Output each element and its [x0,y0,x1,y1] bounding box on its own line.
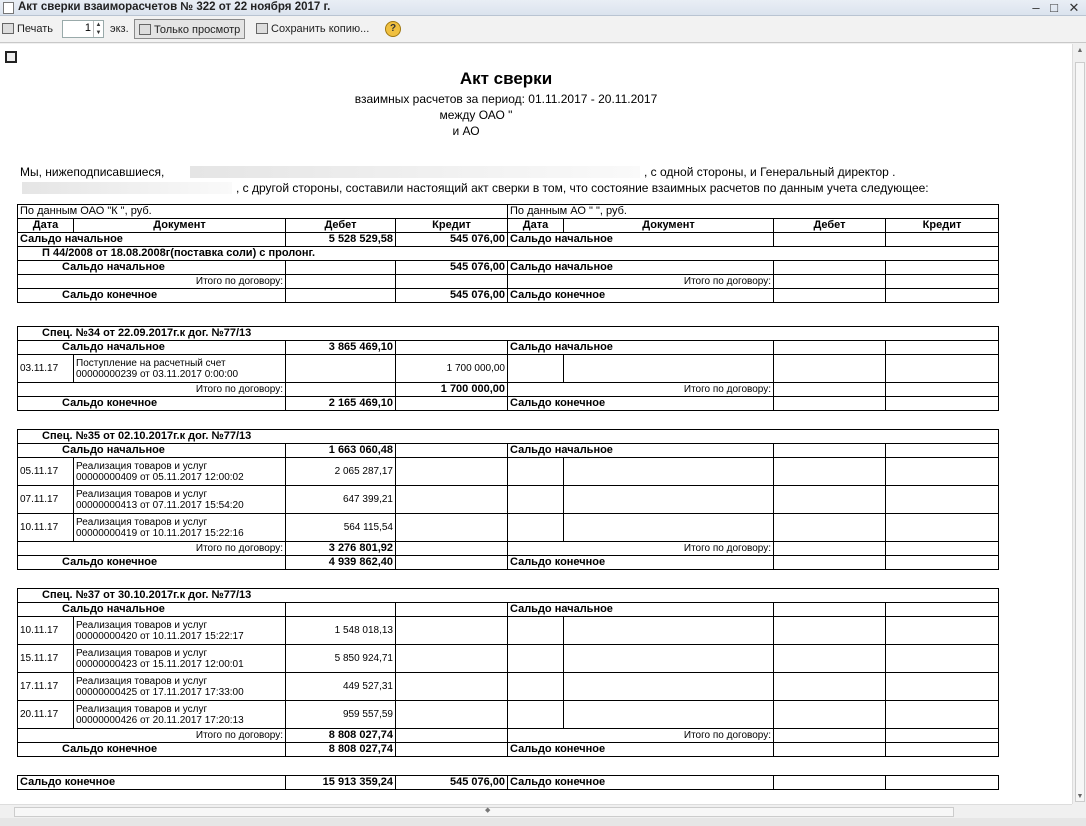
section1-close-right: Сальдо конечное [508,289,774,303]
left-caption: По данным ОАО "К ", руб. [18,205,508,219]
section3-close-debit: 4 939 862,40 [286,556,396,570]
empty-cell [774,289,886,303]
empty-cell [564,617,774,645]
row-document [74,458,286,486]
empty-cell [396,701,508,729]
section1-open-right: Сальдо начальное [508,261,774,275]
section4-title: Спец. №37 от 30.10.2017г.к дог. №77/13 [18,589,999,603]
section3-open-debit: 1 663 060,48 [286,444,396,458]
section3-total-debit: 3 276 801,92 [286,542,396,556]
row-document [74,514,286,542]
empty-cell [774,486,886,514]
section2-title: Спец. №34 от 22.09.2017г.к дог. №77/13 [18,327,999,341]
empty-cell [886,383,999,397]
empty-cell [886,444,999,458]
section1-open-credit: 545 076,00 [396,261,508,275]
table-row [18,743,999,757]
doc-line-1: Реализация товаров и услуг [76,516,208,528]
empty-cell [886,275,999,289]
empty-cell [564,514,774,542]
empty-cell [774,233,886,247]
vertical-scroll-thumb[interactable] [1075,62,1085,802]
empty-cell [564,355,774,383]
empty-cell [886,729,999,743]
empty-cell [886,261,999,275]
section3-total-right: Итого по договору: [508,542,774,556]
doc-line-1: Реализация товаров и услуг [76,647,208,659]
empty-cell [886,673,999,701]
doc-line-2: 00000000423 от 15.11.2017 12:00:01 [76,658,244,670]
section-title-row [18,430,999,444]
section2-close-debit: 2 165 469,10 [286,397,396,411]
row-debit: 1 548 018,13 [286,617,396,645]
empty-cell [396,444,508,458]
empty-cell [886,233,999,247]
table-row [18,275,999,289]
final-credit: 545 076,00 [396,776,508,790]
section2-close-right: Сальдо конечное [508,397,774,411]
row-date: 05.11.17 [18,458,74,486]
empty-cell [774,341,886,355]
reconciliation-table-header [17,204,999,303]
table-row [18,729,999,743]
col-credit: Кредит [396,219,508,233]
table-row [18,645,999,673]
save-icon [256,23,268,34]
empty-cell [774,673,886,701]
status-bar [0,818,1086,826]
minimize-icon[interactable]: – [1032,0,1040,15]
section1-close-credit: 545 076,00 [396,289,508,303]
vertical-scrollbar[interactable] [1072,44,1086,804]
section-title-row [18,589,999,603]
empty-cell [564,486,774,514]
section1-title: П 44/2008 от 18.08.2008г(поставка соли) с пролонг. [18,247,999,261]
empty-cell [774,444,886,458]
empty-cell [396,617,508,645]
doc-and: и АО [452,124,480,138]
table-row [18,289,999,303]
intro-text-1b: , с одной стороны, и Генеральный директор . [644,165,896,179]
document-icon [3,2,14,14]
doc-line-1: Реализация товаров и услуг [76,675,208,687]
empty-cell [886,701,999,729]
intro-text-1: Мы, нижеподписавшиеся, [20,165,165,179]
empty-cell [286,603,396,617]
table-row [18,397,999,411]
row-debit: 647 399,21 [286,486,396,514]
table-row [18,355,999,383]
empty-cell [508,645,564,673]
empty-cell [508,514,564,542]
table-row [18,701,999,729]
doc-line-1: Реализация товаров и услуг [76,619,208,631]
row-date: 10.11.17 [18,514,74,542]
scroll-grip-icon: ◆ [485,807,491,814]
final-balance-row [18,776,999,790]
col-credit-right: Кредит [886,219,999,233]
empty-cell [886,458,999,486]
select-all-corner[interactable] [5,51,17,63]
section2-total-right: Итого по договору: [508,383,774,397]
empty-cell [286,289,396,303]
row-date: 10.11.17 [18,617,74,645]
table-row [18,673,999,701]
empty-cell [774,743,886,757]
empty-cell [886,542,999,556]
row-document [74,673,286,701]
opening-balance-row [18,233,999,247]
empty-cell [774,383,886,397]
section4-total-right: Итого по договору: [508,729,774,743]
scroll-down-icon[interactable]: ▼ [1076,793,1084,800]
doc-line-2: 00000000419 от 10.11.2017 15:22:16 [76,527,244,539]
empty-cell [564,701,774,729]
section2-total-label: Итого по договору: [18,383,286,397]
section-title-row [18,327,999,341]
empty-cell [774,617,886,645]
empty-cell [508,617,564,645]
empty-cell [774,542,886,556]
final-label: Сальдо конечное [18,776,286,790]
row-document [74,355,286,383]
table-row [18,383,999,397]
row-debit: 449 527,31 [286,673,396,701]
view-only-label: Только просмотр [154,24,241,36]
window-title: Акт сверки взаиморасчетов № 322 от 22 ноября 2017 г. [18,1,331,13]
section4-open-label: Сальдо начальное [18,603,286,617]
redacted-text [22,182,232,194]
doc-line-2: 00000000426 от 20.11.2017 17:20:13 [76,714,244,726]
section3-open-right: Сальдо начальное [508,444,774,458]
final-balance-table [17,775,999,790]
doc-line-2: 00000000425 от 17.11.2017 17:33:00 [76,686,244,698]
empty-cell [774,729,886,743]
doc-line-2: 00000000420 от 10.11.2017 15:22:17 [76,630,244,642]
close-icon[interactable]: ✕ [1068,0,1080,15]
doc-title: Акт сверки [459,69,553,88]
row-debit: 5 850 924,71 [286,645,396,673]
opening-right-label: Сальдо начальное [508,233,774,247]
empty-cell [396,397,508,411]
horizontal-scrollbar[interactable] [0,804,1072,818]
section4-close-label: Сальдо конечное [18,743,286,757]
printer-icon [2,23,14,34]
opening-debit: 5 528 529,58 [286,233,396,247]
empty-cell [396,486,508,514]
table-header-row [18,219,999,233]
print-button[interactable] [2,19,53,39]
col-date-right: Дата [508,219,564,233]
section1-open-label: Сальдо начальное [18,261,286,275]
row-document [74,645,286,673]
copies-spinner[interactable]: ▲ ▼ [93,21,103,37]
section3-table [17,429,999,570]
row-document [74,617,286,645]
empty-cell [886,743,999,757]
empty-cell [774,275,886,289]
section4-total-label: Итого по договору: [18,729,286,743]
doc-line-1: Реализация товаров и услуг [76,488,208,500]
empty-cell [508,673,564,701]
table-row [18,486,999,514]
print-label: Печать [17,23,54,35]
empty-cell [564,458,774,486]
empty-cell [286,355,396,383]
redacted-text [190,166,640,178]
view-only-icon [139,24,151,35]
maximize-icon[interactable]: □ [1050,0,1058,15]
empty-cell [396,603,508,617]
col-doc: Документ [74,219,286,233]
save-copy-label: Сохранить копию... [271,23,370,35]
section1-total-label: Итого по договору: [18,275,286,289]
section3-title: Спец. №35 от 02.10.2017г.к дог. №77/13 [18,430,999,444]
empty-cell [774,556,886,570]
row-credit: 1 700 000,00 [396,355,508,383]
doc-period: взаимных расчетов за период: 01.11.2017 - 20.11.2017 [354,92,658,106]
doc-line-2: 00000000239 от 03.11.2017 0:00:00 [76,368,239,380]
doc-line-1: Реализация товаров и услуг [76,460,208,472]
table-row [18,341,999,355]
empty-cell [886,617,999,645]
section4-table [17,588,999,757]
empty-cell [508,486,564,514]
empty-cell [774,701,886,729]
section3-close-right: Сальдо конечное [508,556,774,570]
row-debit: 564 115,54 [286,514,396,542]
intro-text-2: , с другой стороны, составили настоящий акт сверки в том, что состояние взаимных расчетов по данным учета следующее: [236,181,929,195]
section2-open-debit: 3 865 469,10 [286,341,396,355]
section2-table [17,326,999,411]
row-debit: 2 065 287,17 [286,458,396,486]
empty-cell [774,776,886,790]
empty-cell [774,458,886,486]
empty-cell [564,673,774,701]
section4-open-right: Сальдо начальное [508,603,774,617]
empty-cell [774,514,886,542]
opening-label: Сальдо начальное [18,233,286,247]
row-date: 03.11.17 [18,355,74,383]
empty-cell [886,341,999,355]
empty-cell [564,645,774,673]
right-caption: По данным АО " ", руб. [508,205,999,219]
empty-cell [396,556,508,570]
window-titlebar [0,0,1086,16]
section2-total-credit: 1 700 000,00 [396,383,508,397]
final-debit: 15 913 359,24 [286,776,396,790]
col-debit: Дебет [286,219,396,233]
section4-total-debit: 8 808 027,74 [286,729,396,743]
table-row [18,444,999,458]
col-doc-right: Документ [564,219,774,233]
empty-cell [396,275,508,289]
empty-cell [508,355,564,383]
empty-cell [286,383,396,397]
empty-cell [774,261,886,275]
empty-cell [286,275,396,289]
doc-line-1: Реализация товаров и услуг [76,703,208,715]
empty-cell [886,645,999,673]
table-row [18,261,999,275]
empty-cell [886,397,999,411]
scroll-up-icon[interactable]: ▲ [1076,47,1084,54]
section1-total-right: Итого по договору: [508,275,774,289]
table-row [18,617,999,645]
empty-cell [286,261,396,275]
empty-cell [886,486,999,514]
row-document [74,701,286,729]
view-only-toggle[interactable] [134,19,245,39]
doc-line-1: Поступление на расчетный счет [76,357,226,369]
empty-cell [396,743,508,757]
copies-value: 1 [84,22,91,34]
empty-cell [396,458,508,486]
toolbar [0,16,1086,43]
horizontal-scroll-thumb[interactable] [14,807,954,817]
table-row [18,458,999,486]
row-date: 17.11.17 [18,673,74,701]
empty-cell [886,603,999,617]
row-document [74,486,286,514]
section3-close-label: Сальдо конечное [18,556,286,570]
empty-cell [396,514,508,542]
help-button[interactable]: ? [385,21,401,37]
copies-unit: экз. [110,23,129,35]
empty-cell [886,556,999,570]
empty-cell [886,776,999,790]
copies-input[interactable] [62,20,104,38]
final-right-label: Сальдо конечное [508,776,774,790]
doc-line-2: 00000000409 от 05.11.2017 12:00:02 [76,471,244,483]
row-debit: 959 557,59 [286,701,396,729]
spreadsheet-document[interactable] [0,44,1072,804]
row-date: 15.11.17 [18,645,74,673]
section3-open-label: Сальдо начальное [18,444,286,458]
doc-between: между ОАО " [439,108,513,122]
section3-total-label: Итого по договору: [18,542,286,556]
empty-cell [886,514,999,542]
row-date: 07.11.17 [18,486,74,514]
section2-open-right: Сальдо начальное [508,341,774,355]
empty-cell [774,645,886,673]
empty-cell [396,729,508,743]
table-row [18,205,999,219]
empty-cell [508,458,564,486]
empty-cell [886,355,999,383]
table-row [18,542,999,556]
empty-cell [396,645,508,673]
empty-cell [396,542,508,556]
empty-cell [886,289,999,303]
table-row [18,603,999,617]
empty-cell [396,341,508,355]
section2-open-label: Сальдо начальное [18,341,286,355]
doc-line-2: 00000000413 от 07.11.2017 15:54:20 [76,499,244,511]
empty-cell [774,355,886,383]
empty-cell [508,701,564,729]
section4-close-right: Сальдо конечное [508,743,774,757]
save-copy-button[interactable] [256,19,369,39]
table-row [18,556,999,570]
row-date: 20.11.17 [18,701,74,729]
opening-credit: 545 076,00 [396,233,508,247]
col-debit-right: Дебет [774,219,886,233]
section1-close-label: Сальдо конечное [18,289,286,303]
empty-cell [774,397,886,411]
col-date: Дата [18,219,74,233]
section4-close-debit: 8 808 027,74 [286,743,396,757]
section-title-row [18,247,999,261]
empty-cell [396,673,508,701]
section2-close-label: Сальдо конечное [18,397,286,411]
empty-cell [774,603,886,617]
table-row [18,514,999,542]
